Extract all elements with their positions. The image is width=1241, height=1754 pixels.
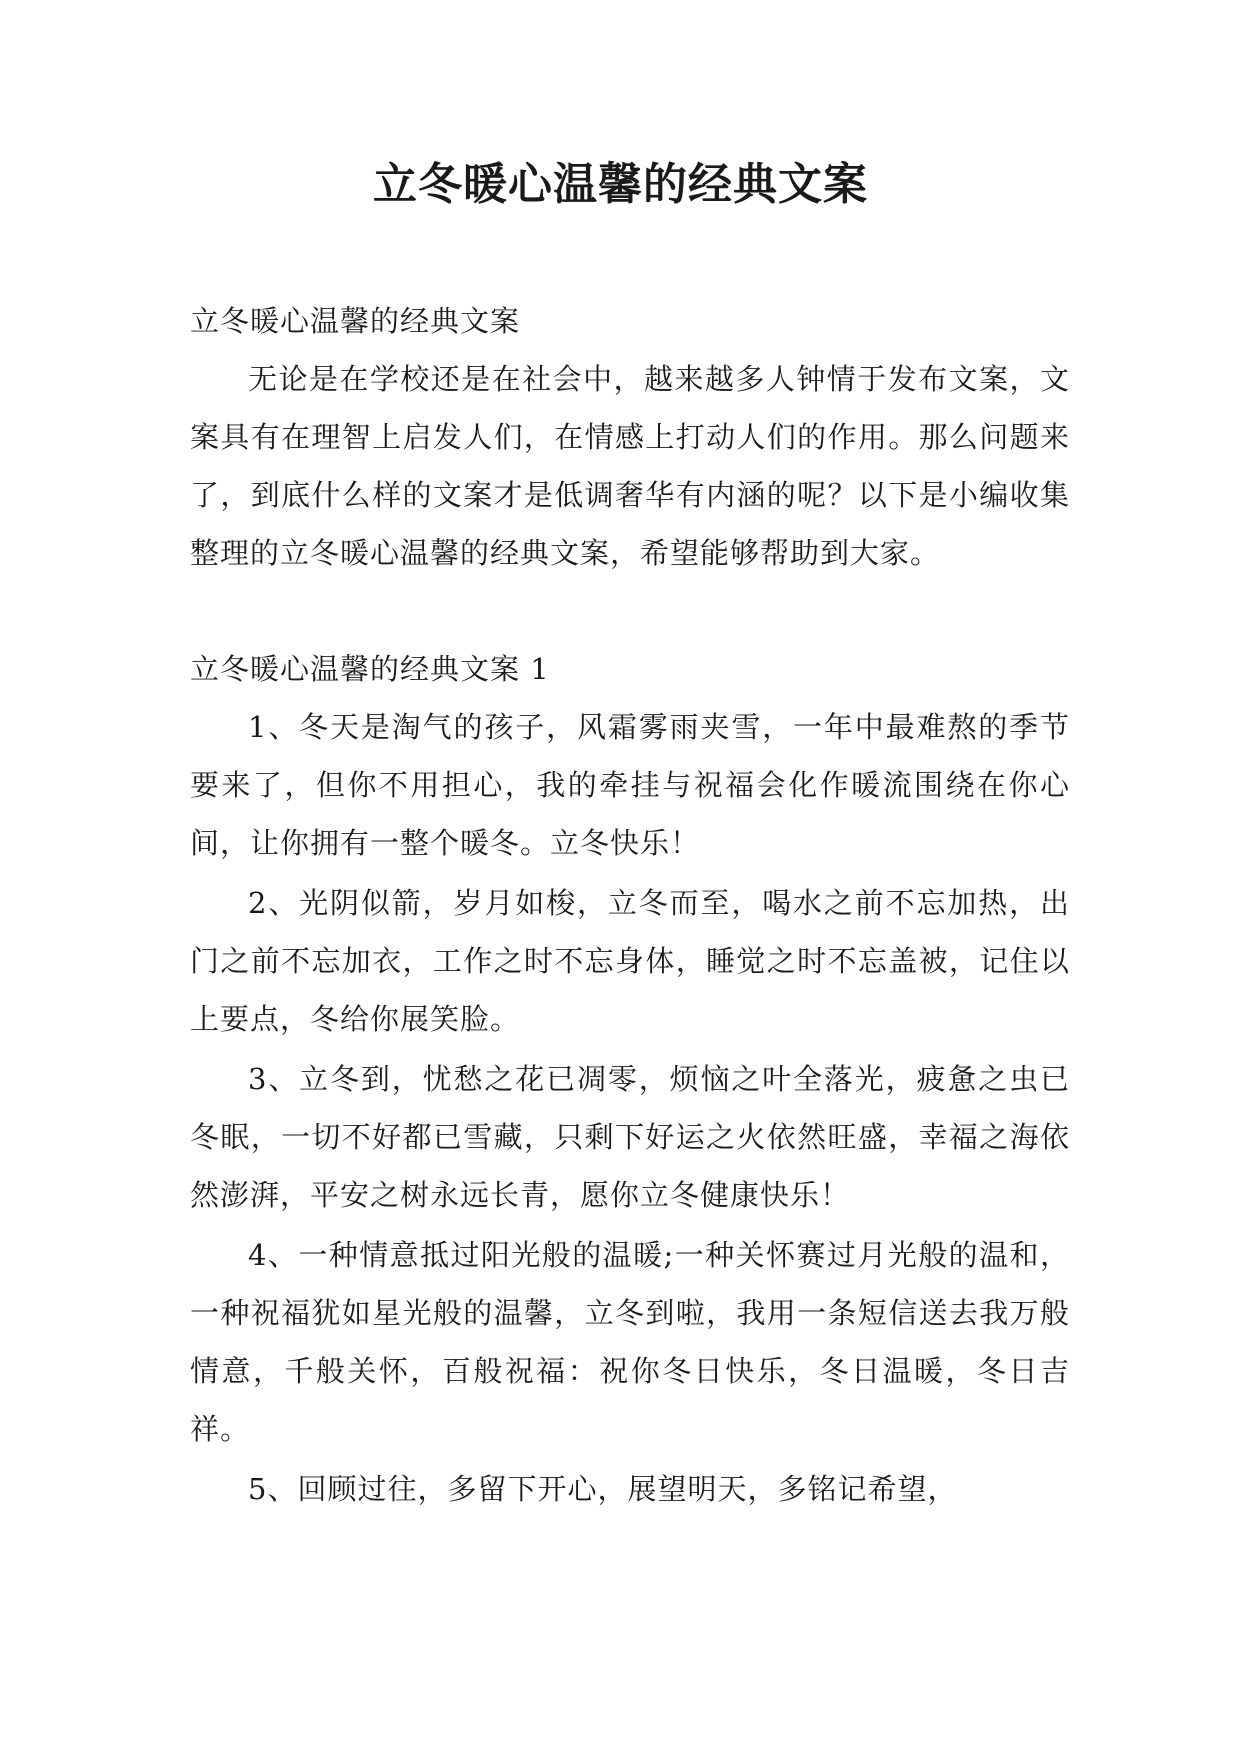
intro-paragraph: 无论是在学校还是在社会中，越来越多人钟情于发布文案，文案具有在理智上启发人们，在情感上打动人们的作用。那么问题来了，到底什么样的文案才是低调奢华有内涵的呢？以下是小编收集整理的立冬暖心温馨的经典文案，希望能够帮助到大家。 [190, 362, 1070, 570]
document-title: 立冬暖心温馨的经典文案 [373, 159, 868, 210]
document-body [190, 292, 1070, 1520]
list-item-2: 2、光阴似箭，岁月如梭，立冬而至，喝水之前不忘加热，出门之前不忘加衣，工作之时不忘身体，睡觉之时不忘盖被，记住以上要点，冬给你展笑脸。 [190, 886, 1070, 1036]
list-item-4: 4、一种情意抵过阳光般的温暖;一种关怀赛过月光般的温和，一种祝福犹如星光般的温馨，立冬到啦，我用一条短信送去我万般情意，千般关怀，百般祝福：祝你冬日快乐，冬日温暖，冬日吉祥。 [190, 1238, 1070, 1446]
list-item-1: 1、冬天是淘气的孩子，风霜雾雨夹雪，一年中最难熬的季节要来了，但你不用担心，我的牵挂与祝福会化作暖流围绕在你心间，让你拥有一整个暖冬。立冬快乐！ [190, 710, 1070, 860]
list-item-5: 5、回顾过往，多留下开心，展望明天，多铭记希望， [248, 1472, 958, 1506]
intro-heading: 立冬暖心温馨的经典文案 [190, 304, 521, 338]
section-1-heading: 立冬暖心温馨的经典文案 1 [190, 652, 550, 686]
list-item-3: 3、立冬到，忧愁之花已凋零，烦恼之叶全落光，疲惫之虫已冬眠，一切不好都已雪藏，只剩下好运之火依然旺盛，幸福之海依然澎湃，平安之树永远长青，愿你立冬健康快乐！ [190, 1062, 1070, 1212]
section-spacer [190, 582, 1070, 640]
